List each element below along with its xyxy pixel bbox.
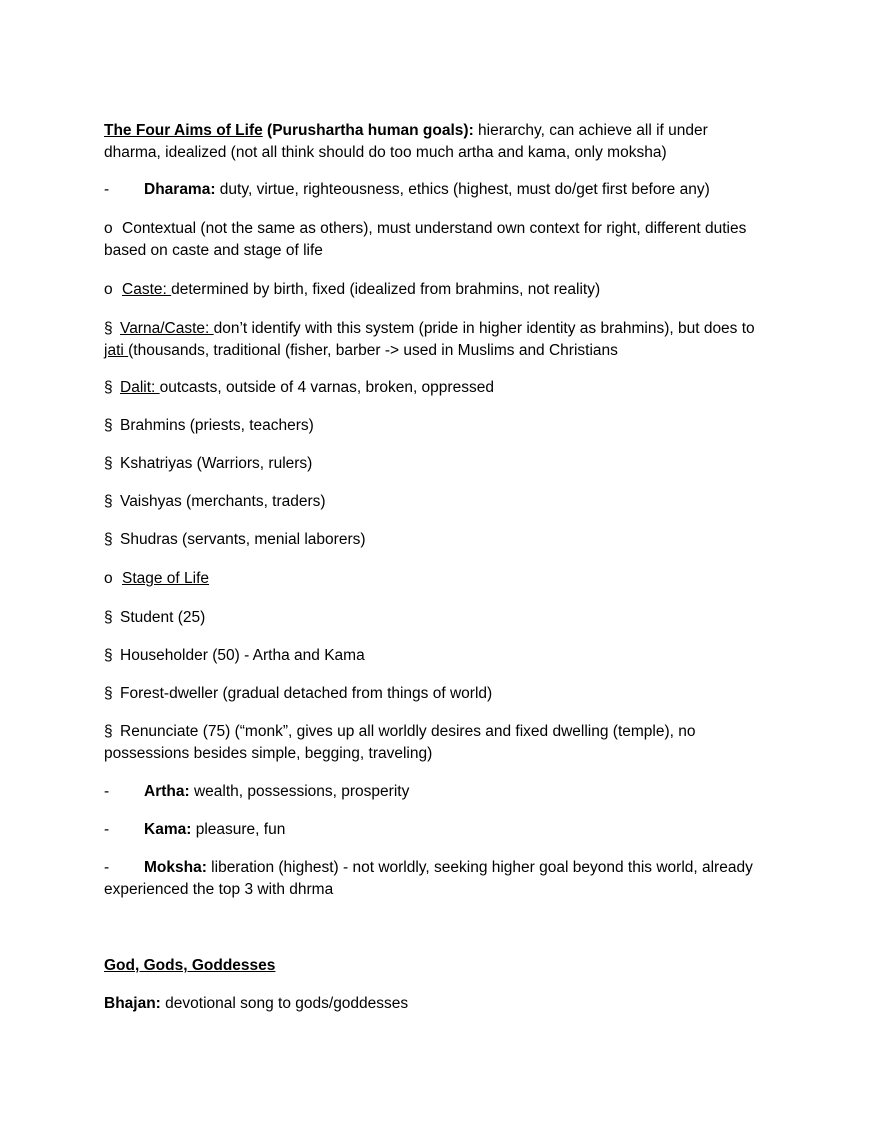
circle-bullet: o	[104, 570, 113, 587]
moksha-text-2: experienced the top 3 with dhrma	[104, 881, 334, 898]
student-item	[104, 607, 784, 629]
aims-intro-text: hierarchy, can achieve all if under	[473, 122, 708, 139]
section-bullet: §	[104, 685, 113, 702]
kshatriyas-item	[104, 453, 784, 475]
dash-bullet: -	[104, 783, 110, 800]
section-bullet: §	[104, 531, 113, 548]
stage-label: Stage of Life	[122, 570, 210, 587]
artha-item	[104, 781, 784, 803]
contextual-text: Contextual (not the same as others), must understand own context for right, different duties	[122, 220, 747, 237]
aims-heading: The Four Aims of Life	[104, 122, 263, 139]
section-bullet: §	[104, 379, 113, 396]
dalit-text: outcasts, outside of 4 varnas, broken, oppressed	[159, 379, 494, 396]
renunciate-text: Renunciate (75) (“monk”, gives up all worldly desires and fixed dwelling (temple), no	[120, 723, 696, 740]
caste-item	[104, 279, 784, 301]
moksha-label: Moksha:	[144, 859, 207, 876]
renunciate-text-2: possessions besides simple, begging, traveling)	[104, 745, 433, 762]
aims-intro	[104, 120, 784, 164]
caste-label: Caste:	[122, 281, 172, 298]
shudras-text: Shudras (servants, menial laborers)	[120, 531, 366, 548]
section-bullet: §	[104, 609, 113, 626]
forest-text: Forest-dweller (gradual detached from things of world)	[120, 685, 493, 702]
dharama-label: Dharama:	[144, 181, 216, 198]
section-bullet: §	[104, 417, 113, 434]
brahmins-item	[104, 415, 784, 437]
dalit-label: Dalit:	[120, 379, 160, 396]
forest-item	[104, 683, 784, 705]
bhajan-item	[104, 993, 784, 1015]
vaishyas-text: Vaishyas (merchants, traders)	[120, 493, 326, 510]
kama-text: pleasure, fun	[191, 821, 286, 838]
student-text: Student (25)	[120, 609, 206, 626]
stage-item	[104, 568, 784, 590]
section-bullet: §	[104, 647, 113, 664]
circle-bullet: o	[104, 281, 113, 298]
moksha-item	[104, 857, 784, 901]
gods-heading: God, Gods, Goddesses	[104, 957, 276, 974]
dharama-item	[104, 179, 784, 201]
bhajan-text: devotional song to gods/goddesses	[160, 995, 409, 1012]
aims-heading-sub: (Purushartha human goals):	[267, 122, 474, 139]
shudras-item	[104, 529, 784, 551]
varna-item	[104, 318, 784, 362]
section-bullet: §	[104, 493, 113, 510]
varna-label: Varna/Caste:	[120, 320, 214, 337]
vaishyas-item	[104, 491, 784, 513]
gods-heading-line	[104, 955, 784, 977]
artha-text: wealth, possessions, prosperity	[189, 783, 410, 800]
moksha-text: liberation (highest) - not worldly, seeking higher goal beyond this world, already	[206, 859, 753, 876]
dash-bullet: -	[104, 181, 110, 198]
householder-text: Householder (50) - Artha and Kama	[120, 647, 365, 664]
contextual-item	[104, 218, 784, 262]
renunciate-item	[104, 721, 784, 765]
bhajan-label: Bhajan:	[104, 995, 161, 1012]
dash-bullet: -	[104, 821, 110, 838]
jati-label: jati	[104, 342, 129, 359]
artha-label: Artha:	[144, 783, 190, 800]
aims-intro-text-2: dharma, idealized (not all think should do too much artha and kama, only moksha)	[104, 144, 667, 161]
contextual-text-2: based on caste and stage of life	[104, 242, 323, 259]
section-bullet: §	[104, 320, 113, 337]
dharama-text: duty, virtue, righteousness, ethics (highest, must do/get first before any)	[215, 181, 710, 198]
varna-text: don’t identify with this system (pride in higher identity as brahmins), but does to	[213, 320, 755, 337]
circle-bullet: o	[104, 220, 113, 237]
kama-label: Kama:	[144, 821, 192, 838]
dash-bullet: -	[104, 859, 110, 876]
section-bullet: §	[104, 723, 113, 740]
section-bullet: §	[104, 455, 113, 472]
householder-item	[104, 645, 784, 667]
brahmins-text: Brahmins (priests, teachers)	[120, 417, 314, 434]
jati-text: (thousands, traditional (fisher, barber -> used in Muslims and Christians	[128, 342, 618, 359]
kshatriyas-text: Kshatriyas (Warriors, rulers)	[120, 455, 313, 472]
caste-text: determined by birth, fixed (idealized from brahmins, not reality)	[171, 281, 601, 298]
dalit-item	[104, 377, 784, 399]
kama-item	[104, 819, 784, 841]
